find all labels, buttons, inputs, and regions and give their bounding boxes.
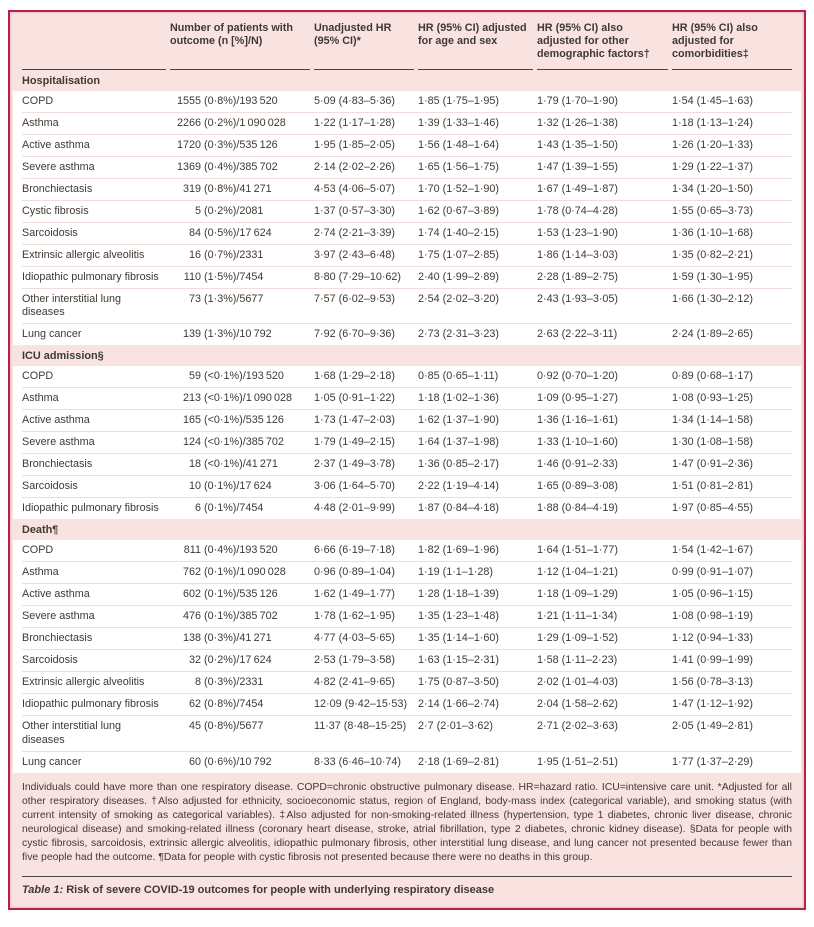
patients-numerator: 18 <box>188 458 201 471</box>
column-header-demographic-hr: HR (95% CI) also adjusted for other demographic factors† <box>537 22 668 70</box>
cell-age-sex-hr: 1·35 (1·14–1·60) <box>418 632 500 645</box>
patients-denominator: (0·1%)/17 624 <box>204 480 272 493</box>
cell-unadjusted-hr: 1·05 (0·91–1·22) <box>314 392 396 405</box>
patients-denominator: (1·5%)/7454 <box>204 270 264 283</box>
cell-age-sex-hr: 1·87 (0·84–4·18) <box>418 502 500 515</box>
cell-patients <box>170 183 310 197</box>
cell-disease: Asthma <box>22 392 59 405</box>
cell-unadjusted-hr: 1·62 (1·49–1·77) <box>314 588 396 601</box>
cell-disease: Bronchiectasis <box>22 458 93 471</box>
cell-disease: Extrinsic allergic alveolitis <box>22 248 145 261</box>
cell-unadjusted-hr: 6·66 (6·19–7·18) <box>314 544 396 557</box>
section-header: Hospitalisation <box>22 74 101 87</box>
table-row <box>22 410 792 432</box>
cell-age-sex-hr: 2·73 (2·31–3·23) <box>418 328 500 341</box>
cell-unadjusted-hr: 4·77 (4·03–5·65) <box>314 632 396 645</box>
table-row <box>22 650 792 672</box>
table-row <box>22 267 792 289</box>
cell-age-sex-hr: 1·62 (0·67–3·89) <box>418 204 500 217</box>
cell-disease: COPD <box>22 544 54 557</box>
table-caption <box>10 877 804 906</box>
table-header-row <box>10 12 804 70</box>
cell-unadjusted-hr: 2·37 (1·49–3·78) <box>314 458 396 471</box>
cell-patients <box>170 502 310 516</box>
patients-denominator: (<0·1%)/193 520 <box>204 370 284 383</box>
table-row <box>22 454 792 476</box>
patients-numerator: 138 <box>182 632 201 645</box>
table-row <box>22 179 792 201</box>
cell-age-sex-hr: 1·70 (1·52–1·90) <box>418 182 500 195</box>
patients-numerator: 73 <box>188 292 201 305</box>
cell-demographic-hr: 1·95 (1·51–2·51) <box>537 755 619 768</box>
patients-denominator: (0·8%)/41 271 <box>204 182 272 195</box>
cell-disease: COPD <box>22 94 54 107</box>
patients-denominator: (0·4%)/193 520 <box>204 544 278 557</box>
cell-unadjusted-hr: 1·95 (1·85–2·05) <box>314 138 396 151</box>
cell-patients <box>170 720 310 734</box>
patients-numerator: 139 <box>182 328 201 341</box>
cell-comorbidity-hr: 1·08 (0·98–1·19) <box>672 610 754 623</box>
table-caption-label: Table 1: <box>22 883 64 896</box>
cell-unadjusted-hr: 1·73 (1·47–2·03) <box>314 414 396 427</box>
table-row <box>22 584 792 606</box>
column-header-age-sex-hr: HR (95% CI) adjusted for age and sex <box>418 22 533 70</box>
cell-patients <box>170 610 310 624</box>
patients-numerator: 32 <box>188 654 201 667</box>
patients-denominator: (0·2%)/2081 <box>204 204 264 217</box>
patients-denominator: (0·4%)/385 702 <box>204 160 278 173</box>
patients-numerator: 1720 <box>176 138 201 151</box>
cell-patients <box>170 249 310 263</box>
cell-comorbidity-hr: 1·51 (0·81–2·81) <box>672 480 754 493</box>
patients-denominator: (0·3%)/2331 <box>204 676 264 689</box>
patients-denominator: (0·3%)/535 126 <box>204 138 278 151</box>
cell-disease: Sarcoidosis <box>22 654 78 667</box>
table-row <box>22 476 792 498</box>
cell-unadjusted-hr: 2·74 (2·21–3·39) <box>314 226 396 239</box>
cell-patients <box>170 370 310 384</box>
patients-denominator: (0·6%)/10 792 <box>204 755 272 768</box>
cell-comorbidity-hr: 2·05 (1·49–2·81) <box>672 720 754 733</box>
cell-age-sex-hr: 1·56 (1·48–1·64) <box>418 138 500 151</box>
cell-disease: Severe asthma <box>22 160 95 173</box>
patients-denominator: (1·3%)/5677 <box>204 292 264 305</box>
cell-demographic-hr: 1·65 (0·89–3·08) <box>537 480 619 493</box>
table-row <box>22 562 792 584</box>
cell-demographic-hr: 1·29 (1·09–1·52) <box>537 632 619 645</box>
cell-disease: Active asthma <box>22 588 90 601</box>
cell-comorbidity-hr: 1·29 (1·22–1·37) <box>672 160 754 173</box>
cell-comorbidity-hr: 1·97 (0·85–4·55) <box>672 502 754 515</box>
patients-numerator: 165 <box>182 414 201 427</box>
table-row <box>22 628 792 650</box>
patients-denominator: (0·1%)/385 702 <box>204 610 278 623</box>
cell-age-sex-hr: 2·54 (2·02–3·20) <box>418 292 500 305</box>
cell-age-sex-hr: 1·82 (1·69–1·96) <box>418 544 500 557</box>
cell-comorbidity-hr: 1·47 (0·91–2·36) <box>672 458 754 471</box>
cell-demographic-hr: 1·43 (1·35–1·50) <box>537 138 619 151</box>
cell-disease: Lung cancer <box>22 328 82 341</box>
section-rows <box>13 366 801 519</box>
cell-patients <box>170 117 310 131</box>
patients-denominator: (0·1%)/7454 <box>204 502 264 515</box>
cell-age-sex-hr: 1·63 (1·15–2·31) <box>418 654 500 667</box>
patients-denominator: (0·7%)/2331 <box>204 248 264 261</box>
cell-demographic-hr: 2·43 (1·93–3·05) <box>537 292 619 305</box>
cell-unadjusted-hr: 1·37 (0·57–3·30) <box>314 204 396 217</box>
cell-disease: Other interstitial lung diseases <box>22 720 122 746</box>
cell-comorbidity-hr: 1·66 (1·30–2·12) <box>672 292 754 305</box>
table-row <box>22 694 792 716</box>
patients-denominator: (0·8%)/5677 <box>204 720 264 733</box>
cell-disease: Asthma <box>22 116 59 129</box>
cell-disease: Bronchiectasis <box>22 632 93 645</box>
cell-comorbidity-hr: 1·26 (1·20–1·33) <box>672 138 754 151</box>
patients-numerator: 124 <box>182 436 201 449</box>
patients-numerator: 602 <box>182 588 201 601</box>
cell-demographic-hr: 1·67 (1·49–1·87) <box>537 182 619 195</box>
cell-comorbidity-hr: 2·24 (1·89–2·65) <box>672 328 754 341</box>
cell-unadjusted-hr: 8·33 (6·46–10·74) <box>314 755 402 768</box>
patients-denominator: (0·1%)/535 126 <box>204 588 278 601</box>
cell-comorbidity-hr: 1·59 (1·30–1·95) <box>672 270 754 283</box>
cell-demographic-hr: 1·33 (1·10–1·60) <box>537 436 619 449</box>
cell-disease: Asthma <box>22 566 59 579</box>
patients-numerator: 1369 <box>176 160 201 173</box>
section-rows <box>13 540 801 773</box>
cell-age-sex-hr: 1·62 (1·37–1·90) <box>418 414 500 427</box>
cell-age-sex-hr: 2·22 (1·19–4·14) <box>418 480 500 493</box>
cell-demographic-hr: 1·53 (1·23–1·90) <box>537 226 619 239</box>
cell-comorbidity-hr: 1·77 (1·37–2·29) <box>672 755 754 768</box>
cell-patients <box>170 566 310 580</box>
cell-patients <box>170 205 310 219</box>
patients-denominator: (0·1%)/1 090 028 <box>204 566 286 579</box>
cell-demographic-hr: 1·78 (0·74–4·28) <box>537 204 619 217</box>
table-row <box>22 113 792 135</box>
patients-numerator: 1555 <box>176 94 201 107</box>
cell-demographic-hr: 0·92 (0·70–1·20) <box>537 370 619 383</box>
section-header: Death¶ <box>22 524 59 537</box>
cell-age-sex-hr: 2·18 (1·69–2·81) <box>418 755 500 768</box>
cell-comorbidity-hr: 1·54 (1·45–1·63) <box>672 94 754 107</box>
cell-disease: Active asthma <box>22 414 90 427</box>
cell-age-sex-hr: 1·18 (1·02–1·36) <box>418 392 500 405</box>
cell-patients <box>170 414 310 428</box>
cell-demographic-hr: 1·09 (0·95–1·27) <box>537 392 619 405</box>
cell-disease: Lung cancer <box>22 755 82 768</box>
cell-patients <box>170 139 310 153</box>
cell-patients <box>170 654 310 668</box>
table-row <box>22 289 792 325</box>
cell-unadjusted-hr: 2·53 (1·79–3·58) <box>314 654 396 667</box>
patients-denominator: (0·2%)/17 624 <box>204 654 272 667</box>
cell-comorbidity-hr: 0·89 (0·68–1·17) <box>672 370 754 383</box>
patients-denominator: (0·8%)/7454 <box>204 698 264 711</box>
cell-comorbidity-hr: 1·05 (0·96–1·15) <box>672 588 754 601</box>
cell-comorbidity-hr: 1·34 (1·14–1·58) <box>672 414 754 427</box>
table-body <box>10 70 804 773</box>
patients-numerator: 213 <box>182 392 201 405</box>
cell-disease: Other interstitial lung diseases <box>22 292 122 319</box>
cell-patients <box>170 392 310 406</box>
cell-comorbidity-hr: 1·56 (0·78–3·13) <box>672 676 754 689</box>
cell-demographic-hr: 1·46 (0·91–2·33) <box>537 458 619 471</box>
patients-numerator: 84 <box>188 226 201 239</box>
cell-age-sex-hr: 1·65 (1·56–1·75) <box>418 160 500 173</box>
cell-age-sex-hr: 2·40 (1·99–2·89) <box>418 270 500 283</box>
patients-denominator: (<0·1%)/41 271 <box>204 458 278 471</box>
patients-denominator: (1·3%)/10 792 <box>204 328 272 341</box>
cell-patients <box>170 458 310 472</box>
table-row <box>22 432 792 454</box>
cell-age-sex-hr: 1·19 (1·1–1·28) <box>418 566 494 579</box>
patients-numerator: 62 <box>188 698 201 711</box>
cell-disease: Bronchiectasis <box>22 182 93 195</box>
table-caption-text: Risk of severe COVID-19 outcomes for people with underlying respiratory disease <box>63 883 495 896</box>
cell-comorbidity-hr: 1·08 (0·93–1·25) <box>672 392 754 405</box>
cell-comorbidity-hr: 1·12 (0·94–1·33) <box>672 632 754 645</box>
table-row <box>22 91 792 113</box>
table-row <box>22 388 792 410</box>
cell-age-sex-hr: 1·64 (1·37–1·98) <box>418 436 500 449</box>
cell-patients <box>170 436 310 450</box>
cell-demographic-hr: 2·04 (1·58–2·62) <box>537 698 619 711</box>
cell-comorbidity-hr: 1·41 (0·99–1·99) <box>672 654 754 667</box>
cell-unadjusted-hr: 1·22 (1·17–1·28) <box>314 116 396 129</box>
cell-comorbidity-hr: 1·55 (0·65–3·73) <box>672 204 754 217</box>
cell-comorbidity-hr: 1·30 (1·08–1·58) <box>672 436 754 449</box>
cell-unadjusted-hr: 1·78 (1·62–1·95) <box>314 610 396 623</box>
cell-age-sex-hr: 1·74 (1·40–2·15) <box>418 226 500 239</box>
table-row <box>22 223 792 245</box>
patients-numerator: 59 <box>188 370 201 383</box>
cell-patients <box>170 588 310 602</box>
cell-demographic-hr: 1·64 (1·51–1·77) <box>537 544 619 557</box>
patients-numerator: 45 <box>188 720 201 733</box>
cell-unadjusted-hr: 12·09 (9·42–15·53) <box>314 698 408 711</box>
cell-unadjusted-hr: 3·97 (2·43–6·48) <box>314 248 396 261</box>
cell-unadjusted-hr: 0·96 (0·89–1·04) <box>314 566 396 579</box>
cell-demographic-hr: 1·88 (0·84–4·19) <box>537 502 619 515</box>
cell-age-sex-hr: 0·85 (0·65–1·11) <box>418 370 499 383</box>
cell-comorbidity-hr: 1·54 (1·42–1·67) <box>672 544 754 557</box>
cell-comorbidity-hr: 1·36 (1·10–1·68) <box>672 226 754 239</box>
table-row <box>22 135 792 157</box>
cell-patients <box>170 756 310 770</box>
cell-age-sex-hr: 2·14 (1·66–2·74) <box>418 698 500 711</box>
patients-denominator: (<0·1%)/385 702 <box>204 436 284 449</box>
cell-demographic-hr: 1·12 (1·04–1·21) <box>537 566 619 579</box>
cell-disease: COPD <box>22 370 54 383</box>
section-rows <box>13 91 801 346</box>
cell-demographic-hr: 1·18 (1·09–1·29) <box>537 588 619 601</box>
cell-unadjusted-hr: 4·82 (2·41–9·65) <box>314 676 396 689</box>
cell-disease: Sarcoidosis <box>22 226 78 239</box>
cell-demographic-hr: 1·21 (1·11–1·34) <box>537 610 618 623</box>
cell-age-sex-hr: 1·39 (1·33–1·46) <box>418 116 500 129</box>
cell-unadjusted-hr: 4·48 (2·01–9·99) <box>314 502 396 515</box>
cell-unadjusted-hr: 2·14 (2·02–2·26) <box>314 160 396 173</box>
cell-patients <box>170 480 310 494</box>
table-row <box>22 716 792 752</box>
cell-unadjusted-hr: 4·53 (4·06–5·07) <box>314 182 396 195</box>
cell-disease: Sarcoidosis <box>22 480 78 493</box>
column-header-comorbidity-hr: HR (95% CI) also adjusted for comorbidities‡ <box>672 22 792 70</box>
cell-demographic-hr: 1·79 (1·70–1·90) <box>537 94 619 107</box>
cell-age-sex-hr: 1·75 (0·87–3·50) <box>418 676 500 689</box>
patients-denominator: (0·3%)/41 271 <box>204 632 272 645</box>
patients-numerator: 10 <box>188 480 201 493</box>
column-header-patients: Number of patients with outcome (n [%]/N) <box>170 22 310 70</box>
cell-disease: Severe asthma <box>22 610 95 623</box>
table-row <box>22 245 792 267</box>
table-row <box>22 540 792 562</box>
cell-patients <box>170 293 310 307</box>
cell-unadjusted-hr: 8·80 (7·29–10·62) <box>314 270 402 283</box>
cell-comorbidity-hr: 1·18 (1·13–1·24) <box>672 116 754 129</box>
cell-disease: Cystic fibrosis <box>22 204 89 217</box>
cell-patients <box>170 271 310 285</box>
patients-denominator: (0·8%)/193 520 <box>204 94 278 107</box>
cell-patients <box>170 676 310 690</box>
cell-unadjusted-hr: 5·09 (4·83–5·36) <box>314 94 396 107</box>
table-row <box>22 672 792 694</box>
cell-demographic-hr: 1·32 (1·26–1·38) <box>537 116 619 129</box>
cell-demographic-hr: 1·58 (1·11–2·23) <box>537 654 618 667</box>
cell-demographic-hr: 2·63 (2·22–3·11) <box>537 328 618 341</box>
patients-denominator: (<0·1%)/1 090 028 <box>204 392 293 405</box>
cell-disease: Active asthma <box>22 138 90 151</box>
cell-demographic-hr: 1·47 (1·39–1·55) <box>537 160 619 173</box>
cell-disease: Severe asthma <box>22 436 95 449</box>
cell-disease: Idiopathic pulmonary fibrosis <box>22 698 159 711</box>
cell-demographic-hr: 2·02 (1·01–4·03) <box>537 676 619 689</box>
patients-denominator: (<0·1%)/535 126 <box>204 414 284 427</box>
cell-patients <box>170 544 310 558</box>
table-row <box>22 201 792 223</box>
column-header-unadjusted-hr: Unadjusted HR (95% CI)* <box>314 22 414 70</box>
cell-age-sex-hr: 1·75 (1·07–2·85) <box>418 248 500 261</box>
cell-comorbidity-hr: 1·34 (1·20–1·50) <box>672 182 754 195</box>
cell-unadjusted-hr: 1·68 (1·29–2·18) <box>314 370 396 383</box>
cell-disease: Idiopathic pulmonary fibrosis <box>22 502 159 515</box>
patients-numerator: 5 <box>194 204 201 217</box>
cell-age-sex-hr: 1·35 (1·23–1·48) <box>418 610 500 623</box>
patients-numerator: 811 <box>183 544 201 557</box>
cell-age-sex-hr: 2·7 (2·01–3·62) <box>418 720 494 733</box>
table-row <box>22 606 792 628</box>
cell-unadjusted-hr: 7·92 (6·70–9·36) <box>314 328 396 341</box>
patients-denominator: (0·2%)/1 090 028 <box>204 116 286 129</box>
patients-numerator: 2266 <box>176 116 201 129</box>
cell-unadjusted-hr: 3·06 (1·64–5·70) <box>314 480 396 493</box>
cell-patients <box>170 632 310 646</box>
cell-patients <box>170 95 310 109</box>
cell-unadjusted-hr: 1·79 (1·49–2·15) <box>314 436 396 449</box>
patients-numerator: 6 <box>194 502 201 515</box>
table-row <box>22 752 792 773</box>
patients-numerator: 110 <box>183 270 201 283</box>
table-row <box>22 324 792 345</box>
table-row <box>22 157 792 179</box>
table-footnote: Individuals could have more than one respiratory disease. COPD=chronic obstructive pulmonary disease. HR=hazard ratio. ICU=intensive care unit. *Adjusted for all other respiratory diseases. †Also adjusted for ethnicity, socioeconomic status, region of England, body-mass index (categorical variable), and smoking status (with current intensity of smoking as categorical variables). ‡Also adjusted for non-smoking-related illness (hypertension, type 1 diabetes, chronic liver disease, chronic neurological disease) and smoking-related illness (coronary heart disease, stroke, atrial fibrillation, type 2 diabetes, chronic kidney disease). §Data for people with cystic fibrosis, sarcoidosis, extrinsic allergic alveolitis, idiopathic pulmonary fibrosis, other interstitial lung disease, and lung cancer not presented because fewer than five people had the outcome. ¶Data for people with cystic fibrosis not presented because there were no deaths in this group. <box>22 781 792 863</box>
patients-numerator: 16 <box>188 248 201 261</box>
cell-comorbidity-hr: 0·99 (0·91–1·07) <box>672 566 754 579</box>
cell-unadjusted-hr: 7·57 (6·02–9·53) <box>314 292 396 305</box>
table-panel <box>8 10 806 910</box>
cell-comorbidity-hr: 1·35 (0·82–2·21) <box>672 248 754 261</box>
cell-demographic-hr: 2·71 (2·02–3·63) <box>537 720 619 733</box>
cell-demographic-hr: 2·28 (1·89–2·75) <box>537 270 619 283</box>
cell-comorbidity-hr: 1·47 (1·12–1·92) <box>672 698 754 711</box>
cell-patients <box>170 161 310 175</box>
patients-numerator: 762 <box>182 566 201 579</box>
cell-unadjusted-hr: 11·37 (8·48–15·25) <box>314 720 407 733</box>
patients-numerator: 476 <box>182 610 201 623</box>
table-row <box>22 366 792 388</box>
cell-patients <box>170 698 310 712</box>
patients-numerator: 319 <box>182 182 201 195</box>
cell-disease: Idiopathic pulmonary fibrosis <box>22 270 159 283</box>
section-header: ICU admission§ <box>22 350 104 363</box>
cell-demographic-hr: 1·36 (1·16–1·61) <box>537 414 619 427</box>
column-header-disease <box>22 22 166 70</box>
patients-numerator: 8 <box>194 676 201 689</box>
cell-age-sex-hr: 1·85 (1·75–1·95) <box>418 94 500 107</box>
patients-numerator: 60 <box>188 755 201 768</box>
table-row <box>22 498 792 519</box>
cell-age-sex-hr: 1·28 (1·18–1·39) <box>418 588 500 601</box>
cell-disease: Extrinsic allergic alveolitis <box>22 676 145 689</box>
cell-patients <box>170 328 310 342</box>
cell-patients <box>170 227 310 241</box>
cell-demographic-hr: 1·86 (1·14–3·03) <box>537 248 619 261</box>
patients-denominator: (0·5%)/17 624 <box>204 226 272 239</box>
cell-age-sex-hr: 1·36 (0·85–2·17) <box>418 458 500 471</box>
